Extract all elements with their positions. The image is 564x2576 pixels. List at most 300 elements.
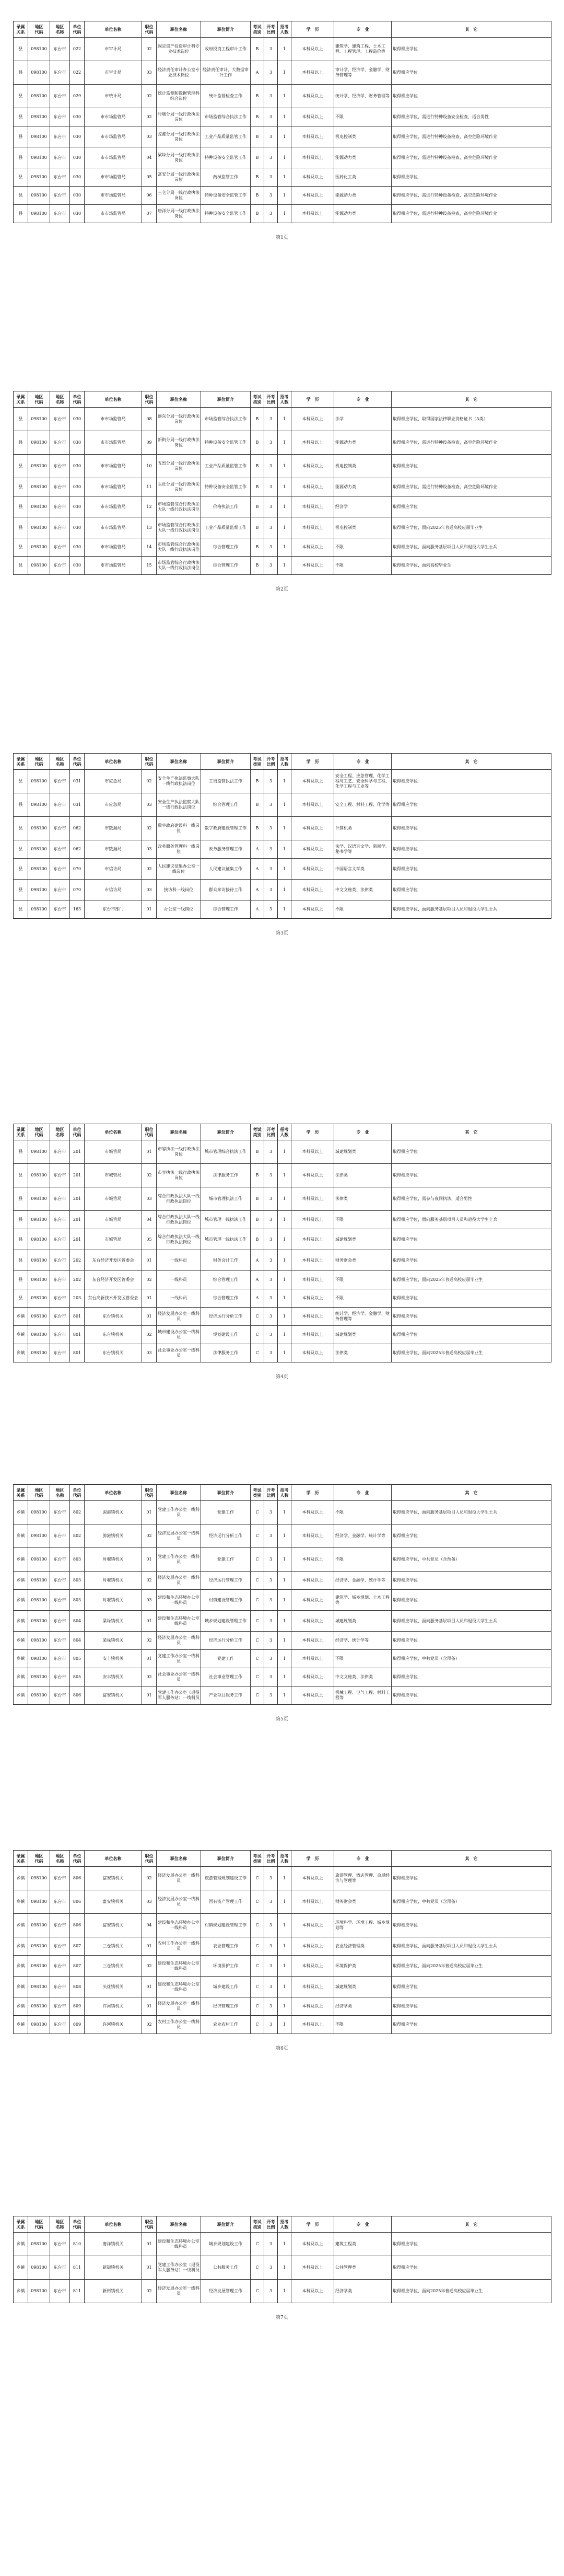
table-row — [14, 1686, 551, 1705]
table-cell: 经济发展管理工作 — [201, 2280, 251, 2303]
table-cell: 3 — [264, 1271, 278, 1289]
column-header: 招考 人数 — [278, 391, 291, 408]
column-header: 职位名称 — [157, 1485, 201, 1501]
table-cell: B — [251, 431, 264, 455]
table-cell: 县 — [14, 1187, 28, 1211]
table-cell: 取得相应学位 — [392, 1524, 551, 1548]
table-cell: 02 — [142, 1271, 157, 1289]
table-cell: 东台镇机关 — [85, 1308, 142, 1326]
table-cell: 东台市 — [50, 108, 70, 126]
table-cell: 1 — [278, 1956, 291, 1977]
table-cell: 098100 — [28, 557, 50, 575]
table-cell: 811 — [70, 2280, 85, 2303]
table-cell: 本科及以上 — [291, 1914, 334, 1937]
table-cell: 1 — [278, 900, 291, 919]
table-cell: 弶港分局一线行政执法岗位 — [157, 126, 201, 147]
table-cell: 综合管理工作 — [201, 1289, 251, 1308]
table-row — [14, 2016, 551, 2034]
column-header: 考试 类别 — [251, 21, 264, 38]
table-cell: 1 — [278, 1977, 291, 1997]
table-cell: 本科及以上 — [291, 108, 334, 126]
table-cell: 本科及以上 — [291, 1164, 334, 1187]
table-cell: C — [251, 2233, 264, 2256]
table-cell: 098100 — [28, 538, 50, 557]
table-cell: 建筑工程类 — [334, 2233, 392, 2256]
column-header: 单位名称 — [85, 1485, 142, 1501]
table-cell: 县 — [14, 478, 28, 496]
table-cell: 东台市 — [50, 38, 70, 61]
column-header: 单位名称 — [85, 391, 142, 408]
table-cell: 02 — [142, 85, 157, 108]
table-cell: 新街镇机关 — [85, 2280, 142, 2303]
table-cell: 取得相应学位，中共党员（含预备） — [392, 1548, 551, 1572]
table-cell: 030 — [70, 187, 85, 205]
table-cell: 14 — [142, 538, 157, 557]
table-cell: 城建规划类 — [334, 1326, 392, 1344]
table-cell: 3 — [264, 1164, 278, 1187]
table-cell: 能源动力类 — [334, 187, 392, 205]
table-cell: 1 — [278, 1524, 291, 1548]
column-header: 其 它 — [392, 2216, 551, 2233]
table-cell: 城市管理一线执法工作 — [201, 1211, 251, 1229]
column-header: 地区 名称 — [50, 754, 70, 770]
table-cell: 经济发展办公室一线科员 — [157, 1997, 201, 2016]
page-number: 第1页 — [276, 235, 288, 240]
table-cell: 乡镇 — [14, 1501, 28, 1524]
table-cell: C — [251, 1977, 264, 1997]
table-cell: 本科及以上 — [291, 2233, 334, 2256]
table-cell: 098100 — [28, 1632, 50, 1650]
table-cell: 社会事业办公室一线科员 — [157, 1344, 201, 1362]
table-cell: 07 — [142, 205, 157, 223]
table-cell: B — [251, 770, 264, 793]
table-cell: 098100 — [28, 1524, 50, 1548]
table-cell: 1 — [278, 2256, 291, 2280]
table-cell: 市容执法一线行政执法岗位 — [157, 1164, 201, 1187]
table-cell: 本科及以上 — [291, 1187, 334, 1211]
table-cell: 本科及以上 — [291, 1890, 334, 1914]
table-cell: 东台市 — [50, 770, 70, 793]
table-cell: 一线科员 — [157, 1289, 201, 1308]
column-header: 其 它 — [392, 1485, 551, 1501]
table-cell: B — [251, 147, 264, 168]
table-cell: 东台市 — [50, 2016, 70, 2034]
table-cell: 党建工作办公室（退役军人服务站）一线科员 — [157, 2256, 201, 2280]
column-header: 单位名称 — [85, 1851, 142, 1867]
table-cell: 1 — [278, 1890, 291, 1914]
table-cell: 3 — [264, 859, 278, 880]
table-cell: 3 — [264, 61, 278, 85]
table-cell: 098100 — [28, 61, 50, 85]
table-cell: 东台市 — [50, 840, 70, 859]
table-cell: B — [251, 108, 264, 126]
table-row — [14, 1140, 551, 1164]
table-row — [14, 770, 551, 793]
table-cell: A — [251, 1271, 264, 1289]
table-cell: 梁垛镇机关 — [85, 1611, 142, 1632]
table-cell: 市市场监管局 — [85, 147, 142, 168]
column-header: 职位名称 — [157, 1124, 201, 1140]
table-cell: 本科及以上 — [291, 61, 334, 85]
column-header: 其 它 — [392, 1124, 551, 1140]
table-cell: 030 — [70, 478, 85, 496]
table-cell: 3 — [264, 1956, 278, 1977]
table-cell: 经济发展办公室一线科员 — [157, 1867, 201, 1890]
table-cell: 098100 — [28, 1686, 50, 1705]
table-cell: C — [251, 1890, 264, 1914]
table-cell: 富安镇机关 — [85, 1914, 142, 1937]
table-cell: B — [251, 85, 264, 108]
table-cell: 098100 — [28, 1140, 50, 1164]
table-cell: 市数据局 — [85, 817, 142, 840]
table-cell: 市容执法一线行政执法岗位 — [157, 1140, 201, 1164]
table-cell: 01 — [142, 1650, 157, 1668]
table-cell: 1 — [278, 538, 291, 557]
table-cell: 市市场监管局 — [85, 205, 142, 223]
column-header: 地区 名称 — [50, 1485, 70, 1501]
table-cell: 机电控制类 — [334, 126, 392, 147]
table-page — [13, 21, 551, 240]
table-cell: 工业产品质量监督工作 — [201, 517, 251, 538]
table-cell: 东台市 — [50, 1867, 70, 1890]
table-cell: 取得相应学位，面向服务基层项目人员和退役大学生士兵 — [392, 1611, 551, 1632]
table-cell: 机电控制类 — [334, 517, 392, 538]
positions-table — [13, 2216, 551, 2303]
column-header: 考试 类别 — [251, 754, 264, 770]
column-header: 职位 代码 — [142, 1124, 157, 1140]
table-cell: 098100 — [28, 2280, 50, 2303]
table-cell: 1 — [278, 840, 291, 859]
table-header-row — [14, 1485, 551, 1501]
table-cell: 建设和生态环境办公室一线科员 — [157, 2233, 201, 2256]
table-cell: 3 — [264, 38, 278, 61]
table-cell: 富安分局一线行政执法岗位 — [157, 168, 201, 187]
table-cell: 3 — [264, 1937, 278, 1956]
table-cell: 02 — [142, 108, 157, 126]
table-cell: 201 — [70, 1140, 85, 1164]
table-cell: B — [251, 408, 264, 431]
table-cell: 3 — [264, 1611, 278, 1632]
table-cell: 098100 — [28, 1890, 50, 1914]
table-cell: 取得相应学位，面向高校毕业生 — [392, 557, 551, 575]
page-number: 第4页 — [276, 1374, 288, 1380]
table-cell: 政务服务管理工作 — [201, 840, 251, 859]
table-cell: 808 — [70, 1977, 85, 1997]
table-cell: 工业产品质量监管工作 — [201, 455, 251, 478]
table-cell: 3 — [264, 840, 278, 859]
page-number: 第5页 — [276, 1717, 288, 1722]
table-cell: 1 — [278, 38, 291, 61]
table-cell: 098100 — [28, 1548, 50, 1572]
table-cell: 取得相应学位，面向2025年普通高校应届毕业生 — [392, 1344, 551, 1362]
table-cell: 县 — [14, 557, 28, 575]
column-header: 其 它 — [392, 754, 551, 770]
table-cell: 801 — [70, 1308, 85, 1326]
table-cell: 098100 — [28, 817, 50, 840]
table-cell: 经济学类 — [334, 2280, 392, 2303]
table-cell: 取得相应学位，面向2025年普通高校应届毕业生 — [392, 2280, 551, 2303]
column-header: 其 它 — [392, 1851, 551, 1867]
positions-table — [13, 1850, 551, 2034]
column-header: 职位 代码 — [142, 1485, 157, 1501]
table-cell: 城建规划类 — [334, 1229, 392, 1250]
table-cell: 法律服务工作 — [201, 1344, 251, 1362]
table-cell: 取得相应学位，取得国家法律职业资格证书（A类） — [392, 408, 551, 431]
table-cell: 01 — [142, 1611, 157, 1632]
table-cell: 022 — [70, 38, 85, 61]
table-row — [14, 1164, 551, 1187]
table-cell: 098100 — [28, 126, 50, 147]
table-cell: 固定资产投资审计科专业技术岗位 — [157, 38, 201, 61]
table-cell: 东台市 — [50, 496, 70, 517]
table-cell: 乡镇 — [14, 1956, 28, 1977]
table-cell: 本科及以上 — [291, 538, 334, 557]
table-cell: 东台经济开发区管委会 — [85, 1271, 142, 1289]
table-cell: 环境科学、环境工程、城乡规划等 — [334, 1914, 392, 1937]
table-cell: 党建工作办公室一线科员 — [157, 1548, 201, 1572]
column-header: 开考 比例 — [264, 391, 278, 408]
table-row — [14, 1572, 551, 1590]
table-cell: 02 — [142, 859, 157, 880]
table-cell: 810 — [70, 2233, 85, 2256]
table-cell: 农村工作办公室一线科员 — [157, 1937, 201, 1956]
table-cell: 098100 — [28, 900, 50, 919]
table-cell: 党建工作办公室一线科员 — [157, 1650, 201, 1668]
table-cell: 县 — [14, 793, 28, 817]
table-cell: 城建规划类 — [334, 1140, 392, 1164]
table-cell: 3 — [264, 2256, 278, 2280]
table-cell: 取得相应学位，面向服务基层项目人员和退役大学生士兵 — [392, 1501, 551, 1524]
table-cell: 3 — [264, 817, 278, 840]
table-cell: 接访科一线岗位 — [157, 880, 201, 900]
table-cell: 3 — [264, 1572, 278, 1590]
table-cell: 098100 — [28, 859, 50, 880]
table-row — [14, 455, 551, 478]
table-cell: 东台市 — [50, 1326, 70, 1344]
table-cell: 计算机类 — [334, 817, 392, 840]
table-cell: 本科及以上 — [291, 1686, 334, 1705]
table-cell: 本科及以上 — [291, 840, 334, 859]
column-header: 招考 人数 — [278, 754, 291, 770]
table-cell: 东台市 — [50, 557, 70, 575]
column-header: 地区 名称 — [50, 391, 70, 408]
table-cell: 法律类 — [334, 1187, 392, 1211]
table-cell: 1 — [278, 187, 291, 205]
table-cell: 取得相应学位 — [392, 793, 551, 817]
table-cell: 本科及以上 — [291, 187, 334, 205]
table-cell: 头灶镇机关 — [85, 1977, 142, 1997]
table-cell: 东台市 — [50, 1572, 70, 1590]
table-cell: 东台市 — [50, 168, 70, 187]
table-cell: 098100 — [28, 205, 50, 223]
table-cell: 中文文秘类、法律类 — [334, 880, 392, 900]
table-cell: 062 — [70, 817, 85, 840]
table-cell: 医药化工类 — [334, 168, 392, 187]
table-cell: 取得相应学位，面向服务基层项目人员和退役大学生士兵 — [392, 900, 551, 919]
table-cell: 3 — [264, 1344, 278, 1362]
table-cell: 本科及以上 — [291, 1501, 334, 1524]
table-header-row — [14, 1851, 551, 1867]
table-cell: 取得相应学位，面向2025年普通高校应届毕业生 — [392, 517, 551, 538]
column-header: 单位 代码 — [70, 1851, 85, 1867]
table-cell: 东台市 — [50, 1140, 70, 1164]
table-row — [14, 1344, 551, 1362]
column-header: 职位名称 — [157, 754, 201, 770]
table-cell: 3 — [264, 147, 278, 168]
table-cell: 安全生产执法监察大队一线行政执法岗位 — [157, 793, 201, 817]
table-cell: 城市建设办公室一线科员 — [157, 1326, 201, 1344]
table-cell: 县 — [14, 840, 28, 859]
table-cell: 东台经济开发区管委会 — [85, 1250, 142, 1271]
column-header: 开考 比例 — [264, 1851, 278, 1867]
column-header: 单位 代码 — [70, 21, 85, 38]
table-cell: 东台市 — [50, 187, 70, 205]
table-cell: 1 — [278, 1611, 291, 1632]
table-row — [14, 1271, 551, 1289]
table-cell: 1 — [278, 793, 291, 817]
table-cell: 农业管理工作 — [201, 1937, 251, 1956]
table-cell: 东台市 — [50, 431, 70, 455]
table-cell: 062 — [70, 840, 85, 859]
table-cell: 01 — [142, 1997, 157, 2016]
table-cell: 县 — [14, 859, 28, 880]
table-cell: 1 — [278, 1289, 291, 1308]
table-cell: 东台市 — [50, 205, 70, 223]
table-cell: 县 — [14, 205, 28, 223]
table-cell: 1 — [278, 1164, 291, 1187]
column-header: 地区 代码 — [28, 1124, 50, 1140]
table-cell: 特种设备安全监管工作 — [201, 205, 251, 223]
table-cell: 098100 — [28, 108, 50, 126]
column-header: 职位名称 — [157, 2216, 201, 2233]
table-cell: 本科及以上 — [291, 1956, 334, 1977]
table-cell: 803 — [70, 1572, 85, 1590]
table-cell: 环境保护工作 — [201, 1956, 251, 1977]
table-cell: 头灶分局一线行政执法岗位 — [157, 478, 201, 496]
table-cell: 取得相应学位 — [392, 2233, 551, 2256]
table-cell: 不限 — [334, 108, 392, 126]
table-cell: 东台市 — [50, 126, 70, 147]
table-cell: 098100 — [28, 793, 50, 817]
table-cell: 805 — [70, 1650, 85, 1668]
table-cell: 070 — [70, 859, 85, 880]
table-cell: 3 — [264, 478, 278, 496]
column-header: 职位名称 — [157, 391, 201, 408]
column-header: 单位名称 — [85, 2216, 142, 2233]
column-header: 地区 代码 — [28, 391, 50, 408]
table-cell: 030 — [70, 108, 85, 126]
table-cell: 本科及以上 — [291, 85, 334, 108]
table-cell: 安全工程、应急管理、化学工程与工艺、安全科学与工程、化学工程与工业等 — [334, 770, 392, 793]
table-cell: 取得相应学位，需进行特种设备检查，高空危险环境作业 — [392, 126, 551, 147]
table-cell: 取得相应学位，需进行特种设备检查，高空危险环境作业 — [392, 187, 551, 205]
column-header: 单位名称 — [85, 754, 142, 770]
table-cell: 经济发展办公室一线科员 — [157, 1308, 201, 1326]
table-cell: 02 — [142, 1524, 157, 1548]
table-cell: 本科及以上 — [291, 1867, 334, 1890]
table-cell: 1 — [278, 1590, 291, 1611]
table-cell: 3 — [264, 1650, 278, 1668]
table-cell: 3 — [264, 1211, 278, 1229]
table-cell: 01 — [142, 1937, 157, 1956]
table-cell: 098100 — [28, 147, 50, 168]
column-header: 地区 名称 — [50, 21, 70, 38]
table-cell: 法学、汉语言文学、新闻学、秘书学等 — [334, 840, 392, 859]
table-cell: 098100 — [28, 840, 50, 859]
table-row — [14, 2233, 551, 2256]
table-cell: 取得相应学位，面向2025年普通高校应届毕业生 — [392, 1271, 551, 1289]
table-cell: 乡镇 — [14, 1524, 28, 1548]
table-cell: 环境保护类 — [334, 1956, 392, 1977]
table-cell: 数字政府建设科一线岗位 — [157, 817, 201, 840]
table-cell: 本科及以上 — [291, 1572, 334, 1590]
table-cell: 本科及以上 — [291, 1632, 334, 1650]
table-cell: A — [251, 1289, 264, 1308]
table-cell: C — [251, 1937, 264, 1956]
table-cell: 本科及以上 — [291, 1524, 334, 1548]
table-cell: 本科及以上 — [291, 126, 334, 147]
column-header: 招考 人数 — [278, 21, 291, 38]
table-cell: 经济运行分析工作 — [201, 1632, 251, 1650]
table-cell: 01 — [142, 1977, 157, 1997]
table-cell: 东台市 — [50, 1548, 70, 1572]
table-cell: 综合管理工作 — [201, 793, 251, 817]
table-cell: 县 — [14, 817, 28, 840]
table-cell: 1 — [278, 1187, 291, 1211]
column-header: 开考 比例 — [264, 2216, 278, 2233]
table-cell: 东台市 — [50, 517, 70, 538]
table-cell: 东台市 — [50, 793, 70, 817]
column-header: 职位名称 — [157, 21, 201, 38]
table-cell: 098100 — [28, 517, 50, 538]
table-cell: 不限 — [334, 538, 392, 557]
table-cell: 取得相应学位 — [392, 840, 551, 859]
table-cell: 01 — [142, 1308, 157, 1326]
table-cell: 建设和生态环境办公室一线科员 — [157, 1956, 201, 1977]
table-cell: 乡镇 — [14, 1344, 28, 1362]
table-cell: 新街分局一线行政执法岗位 — [157, 431, 201, 455]
table-cell: 1 — [278, 455, 291, 478]
table-cell: 取得相应学位 — [392, 1289, 551, 1308]
table-cell: 1 — [278, 1997, 291, 2016]
table-page — [13, 1124, 551, 1380]
table-cell: 098100 — [28, 1668, 50, 1686]
table-cell: 803 — [70, 1548, 85, 1572]
table-cell: 098100 — [28, 1937, 50, 1956]
table-cell: 乡镇 — [14, 1326, 28, 1344]
table-cell: 098100 — [28, 1289, 50, 1308]
table-cell: 市审计局 — [85, 61, 142, 85]
table-cell: 市城管局 — [85, 1229, 142, 1250]
column-header: 录属 关系 — [14, 1124, 28, 1140]
table-cell: 党建工作办公室（退役军人服务站）一线科员 — [157, 1686, 201, 1705]
column-header: 录属 关系 — [14, 1851, 28, 1867]
table-cell: 803 — [70, 1590, 85, 1611]
column-header: 招考 人数 — [278, 2216, 291, 2233]
table-cell: 市场监管综合行政执法大队一线行政执法岗位 — [157, 517, 201, 538]
table-cell: 中文文秘类、法律类 — [334, 1668, 392, 1686]
table-cell: 02 — [142, 1164, 157, 1187]
table-cell: B — [251, 126, 264, 147]
table-cell: 02 — [142, 2280, 157, 2303]
table-cell: 1 — [278, 1650, 291, 1668]
table-cell: 本科及以上 — [291, 1650, 334, 1668]
column-header: 录属 关系 — [14, 391, 28, 408]
table-page — [13, 2216, 551, 2320]
table-cell: 811 — [70, 2256, 85, 2280]
table-cell: 梁垛分局一线行政执法岗位 — [157, 147, 201, 168]
table-cell: 3 — [264, 408, 278, 431]
